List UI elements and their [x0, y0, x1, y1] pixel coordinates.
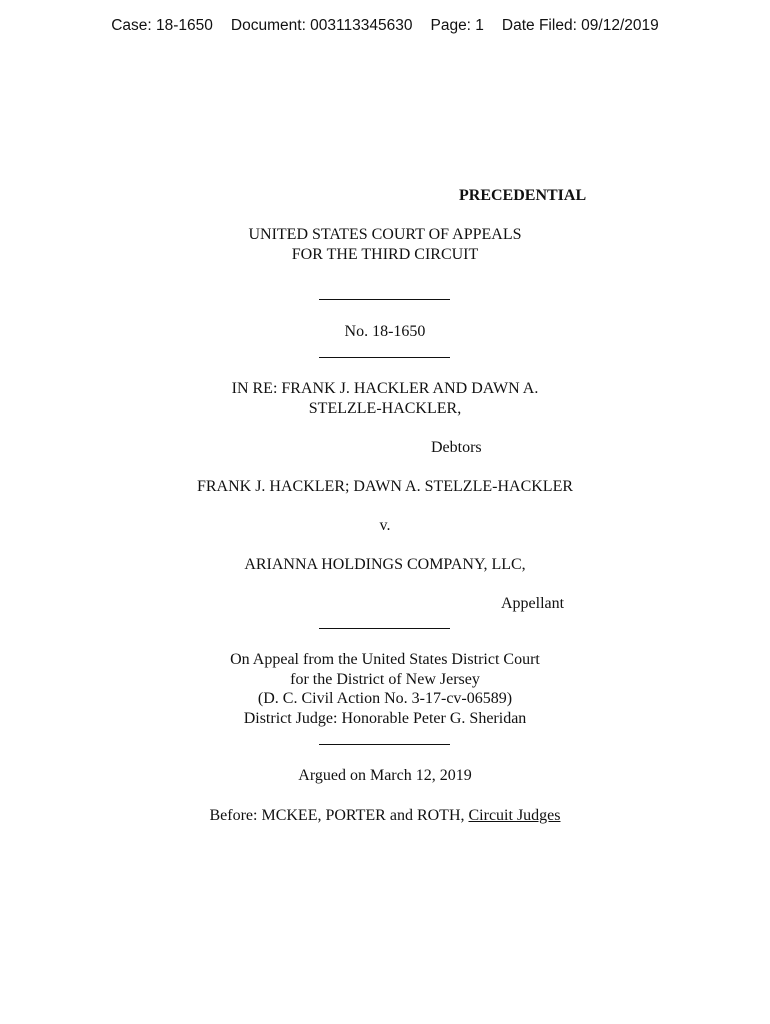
divider-rule — [319, 628, 450, 629]
appeal-line1: On Appeal from the United States District Court — [230, 651, 540, 668]
date-filed: Date Filed: 09/12/2019 — [501, 17, 659, 34]
precedential-label: PRECEDENTIAL — [459, 187, 587, 204]
court-name-line1: UNITED STATES COURT OF APPEALS — [248, 226, 522, 243]
divider-rule — [319, 744, 450, 745]
circuit-judges-label: Circuit Judges — [468, 807, 561, 824]
docket-number: No. 18-1650 — [344, 323, 426, 340]
appellant-label: Appellant — [501, 595, 565, 612]
case-caption-line2: STELZLE-HACKLER, — [308, 400, 462, 417]
versus: v. — [379, 517, 391, 534]
case-number: Case: 18-1650 — [111, 17, 213, 34]
divider-rule — [319, 357, 450, 358]
opposing-party: ARIANNA HOLDINGS COMPANY, LLC, — [244, 556, 526, 573]
appeal-line2: for the District of New Jersey — [290, 671, 480, 688]
appeal-line4: District Judge: Honorable Peter G. Sheridan — [243, 710, 527, 727]
panel-judges-names: Before: MCKEE, PORTER and ROTH, — [209, 807, 469, 824]
parties-line: FRANK J. HACKLER; DAWN A. STELZLE-HACKLER — [196, 478, 574, 495]
appeal-line3: (D. C. Civil Action No. 3-17-cv-06589) — [257, 690, 513, 707]
panel-judges — [0, 806, 770, 826]
case-caption-line1: IN RE: FRANK J. HACKLER AND DAWN A. — [231, 380, 539, 397]
court-name-line2: FOR THE THIRD CIRCUIT — [291, 246, 479, 263]
filing-header — [0, 17, 770, 35]
argued-date: Argued on March 12, 2019 — [298, 767, 472, 784]
document-number: Document: 003113345630 — [230, 17, 413, 34]
divider-rule — [319, 299, 450, 300]
page-number: Page: 1 — [430, 17, 484, 34]
debtors-label: Debtors — [431, 439, 482, 456]
